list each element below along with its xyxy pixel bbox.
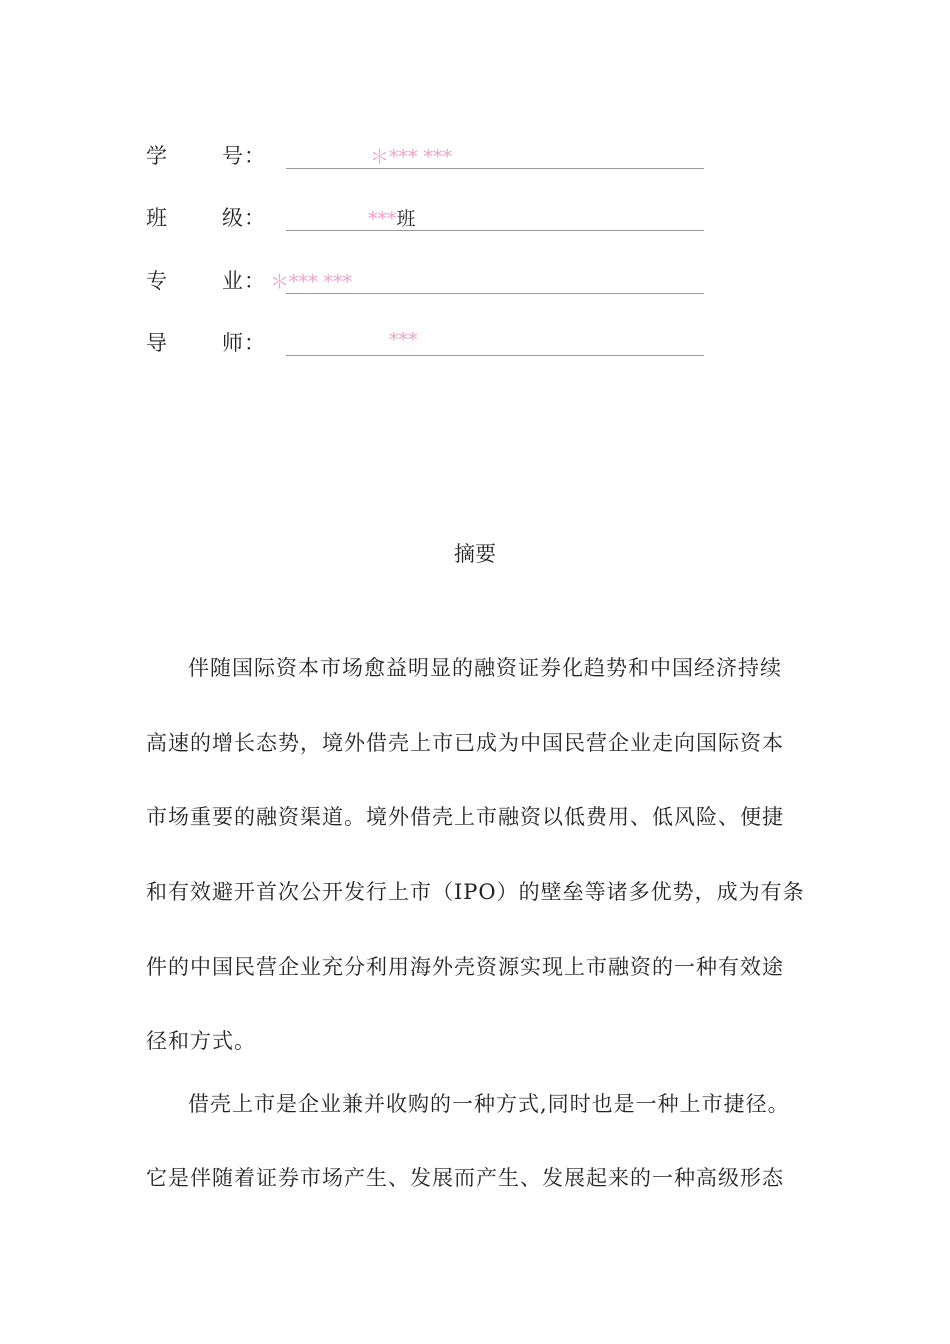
paragraph-2-line-2: 它是伴随着证券市场产生、发展而产生、发展起来的一种高级形态 [146,1166,784,1190]
major-label-char2: 业 [222,269,243,293]
advisor-value[interactable]: *** [389,329,418,351]
class-label-char2: 级 [222,206,243,230]
advisor-label: 导 [146,331,167,355]
advisor-row [0,321,950,361]
paragraph-1-line-2: 高速的增长态势，境外借壳上市已成为中国民营企业走向国际资本 [146,731,784,755]
paragraph-1-line-6: 径和方式。 [146,1029,256,1053]
advisor-label-char2: 师 [222,331,243,355]
class-row [0,196,950,236]
abstract-title: 摘要 [454,542,496,566]
class-label: 班 [146,206,167,230]
major-value[interactable]: ＊*** *** [270,271,353,293]
student-id-value[interactable]: ＊*** *** [370,146,453,168]
class-value-suffix: 班 [396,208,416,230]
student-id-underline [286,168,704,169]
class-colon: ： [244,206,265,230]
class-value-masked: *** [368,208,397,230]
student-id-label: 学 [146,144,167,168]
student-id-label-char2: 号 [222,144,243,168]
class-value[interactable] [368,204,416,231]
class-underline [286,230,704,231]
advisor-colon: ： [244,331,265,355]
major-label: 专 [146,269,167,293]
student-id-row [0,134,950,174]
paragraph-1-line-3: 市场重要的融资渠道。境外借壳上市融资以低费用、低风险、便捷 [146,805,784,829]
paragraph-1-line-5: 件的中国民营企业充分利用海外壳资源实现上市融资的一种有效途 [146,955,784,979]
paragraph-1-line-4: 和有效避开首次公开发行上市（IPO）的壁垒等诸多优势，成为有条 [146,880,805,904]
advisor-underline [286,355,704,356]
paragraph-2-line-1: 借壳上市是企业兼并收购的一种方式,同时也是一种上市捷径。 [188,1092,790,1116]
paragraph-1-line-1: 伴随国际资本市场愈益明显的融资证券化趋势和中国经济持续 [188,656,782,680]
major-colon: ： [244,269,265,293]
major-row [0,259,950,299]
student-id-colon: ： [244,144,265,168]
